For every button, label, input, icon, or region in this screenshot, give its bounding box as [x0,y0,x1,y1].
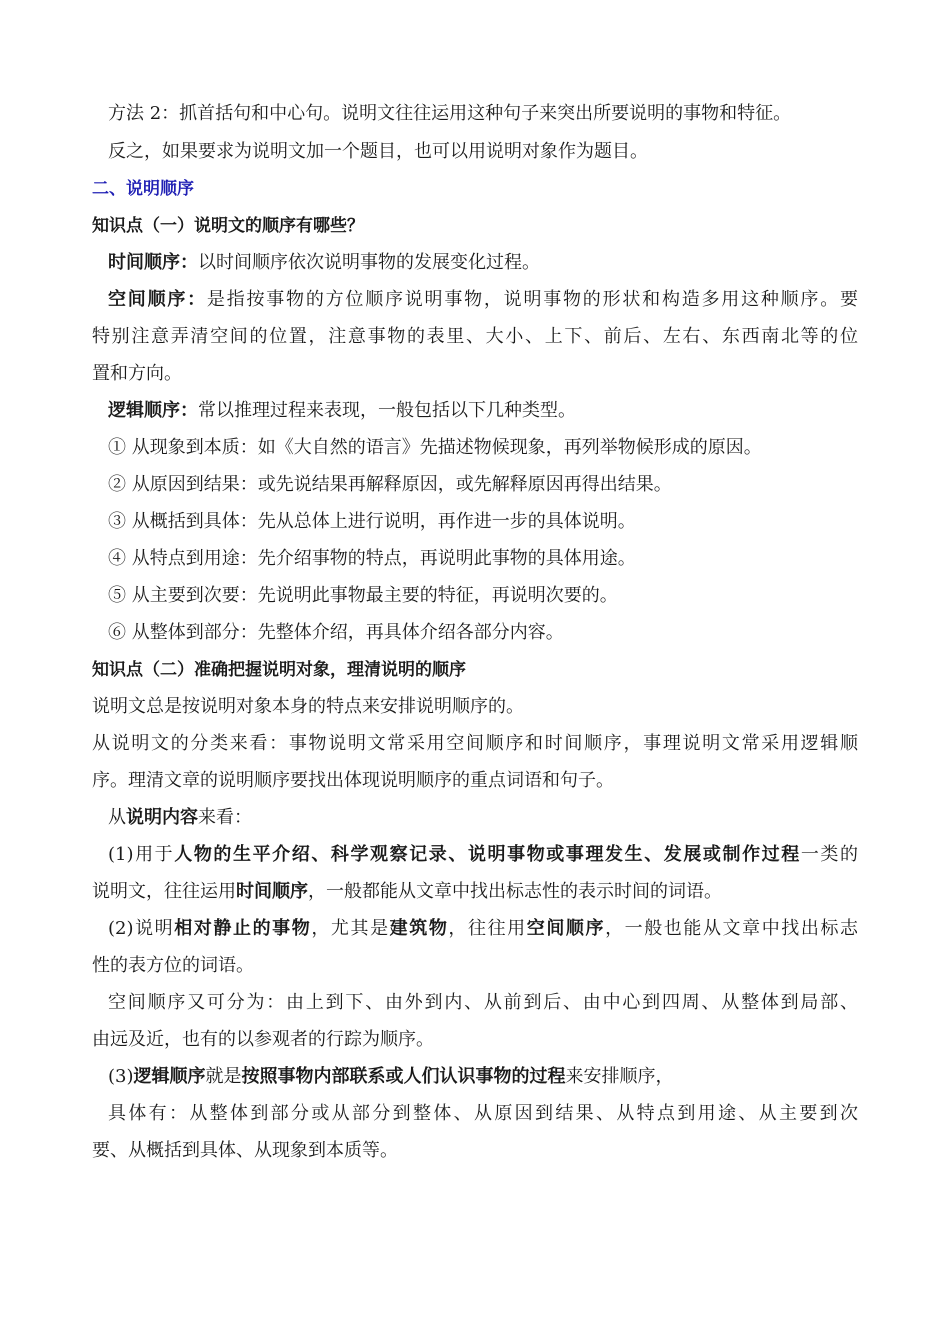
space-order-paragraph [108,288,858,312]
item-2-text: (2)说明 [108,918,175,939]
item-1-text: (1)用于 [108,844,175,865]
item-1-line-1 [108,843,858,867]
item-1-text: ，一般都能从文章中找出标志性的表示时间的词语。 [308,881,722,902]
space-order-desc-1: 是指按事物的方位顺序说明事物，说明事物的形状和构造多用这种顺序。要 [206,289,858,310]
content-view-bold: 说明内容 [126,807,198,828]
time-order-paragraph [108,251,540,275]
logic-order-term: 逻辑顺序： [108,400,198,421]
logic-order-desc: 常以推理过程来表现，一般包括以下几种类型。 [198,400,576,421]
space-sub-line-2: 由远及近，也有的以参观者的行踪为顺序。 [92,1029,434,1050]
item-2-text: ，尤其是 [311,918,390,939]
kp2-paragraph-2-line-1: 从说明文的分类来看：事物说明文常采用空间顺序和时间顺序，事理说明文常采用逻辑顺 [92,733,858,754]
item-3-text: (3) [108,1066,134,1087]
knowledge-point-2-heading: 知识点（二）准确把握说明对象，理清说明的顺序 [92,660,466,680]
space-order-desc-2: 特别注意弄清空间的位置，注意事物的表里、大小、上下、前后、左右、东西南北等的位 [92,326,858,347]
item-2-line-2: 性的表方位的词语。 [92,955,254,976]
kp2-paragraph-1: 说明文总是按说明对象本身的特点来安排说明顺序的。 [92,696,524,717]
paragraph-title-tip: 反之，如果要求为说明文加一个题目，也可以用说明对象作为题目。 [108,141,648,162]
specific-line-1: 具体有：从整体到部分或从部分到整体、从原因到结果、从特点到用途、从主要到次 [108,1103,858,1124]
logic-type-item: ② 从原因到结果：或先说结果再解释原因，或先解释原因再得出结果。 [108,474,672,495]
time-order-term: 时间顺序： [108,252,198,273]
item-3-bold-process: 按照事物内部联系或人们认识事物的过程 [241,1066,566,1087]
logic-type-item: ⑥ 从整体到部分：先整体介绍，再具体介绍各部分内容。 [108,622,564,643]
knowledge-point-1-heading: 知识点（一）说明文的顺序有哪些？ [92,216,364,236]
logic-type-item: ⑤ 从主要到次要：先说明此事物最主要的特征，再说明次要的。 [108,585,618,606]
item-2-line-1 [108,917,858,941]
kp2-paragraph-2-line-2: 序。理清文章的说明顺序要找出体现说明顺序的重点词语和句子。 [92,770,614,791]
logic-type-item: ④ 从特点到用途：先介绍事物的特点，再说明此事物的具体用途。 [108,548,636,569]
content-view-pre: 从 [108,807,126,828]
logic-type-item: ③ 从概括到具体：先从总体上进行说明，再作进一步的具体说明。 [108,511,636,532]
item-2-text: ，往往用 [448,918,527,939]
item-1-bold-time-order: 时间顺序 [236,881,308,902]
section-heading-explanation-order: 二、说明顺序 [92,179,194,199]
item-3-text: 就是 [205,1066,242,1087]
space-order-desc-3: 置和方向。 [92,363,182,384]
item-1-line-2 [92,880,722,904]
logic-order-paragraph [108,399,576,423]
item-2-bold-space-order: 空间顺序 [526,918,606,939]
time-order-desc: 以时间顺序依次说明事物的发展变化过程。 [198,252,540,273]
logic-type-item: ① 从现象到本质：如《大自然的语言》先描述物候现象，再列举物候形成的原因。 [108,437,762,458]
specific-line-2: 要、从概括到具体、从现象到本质等。 [92,1140,398,1161]
item-2-bold-building: 建筑物 [389,918,449,939]
item-3-line [108,1065,674,1089]
item-3-bold-logic-order: 逻辑顺序 [133,1066,206,1087]
paragraph-method-2: 方法 2：抓首括句和中心句。说明文往往运用这种句子来突出所要说明的事物和特征。 [108,103,792,124]
content-view-post: 来看： [198,807,252,828]
item-3-text: 来安排顺序， [565,1066,674,1087]
space-sub-line-1: 空间顺序又可分为：由上到下、由外到内、从前到后、由中心到四周、从整体到局部、 [108,992,858,1013]
content-view-line [108,806,252,830]
item-2-bold-static: 相对静止的事物 [174,918,312,939]
item-1-text: 一类的 [800,844,859,865]
item-1-text: 说明文，往往运用 [92,881,236,902]
space-order-term: 空间顺序： [108,289,207,310]
item-2-text: ，一般也能从文章中找出标志 [605,918,859,939]
item-1-bold-subjects: 人物的生平介绍、科学观察记录、说明事物或事理发生、发展或制作过程 [174,844,801,865]
